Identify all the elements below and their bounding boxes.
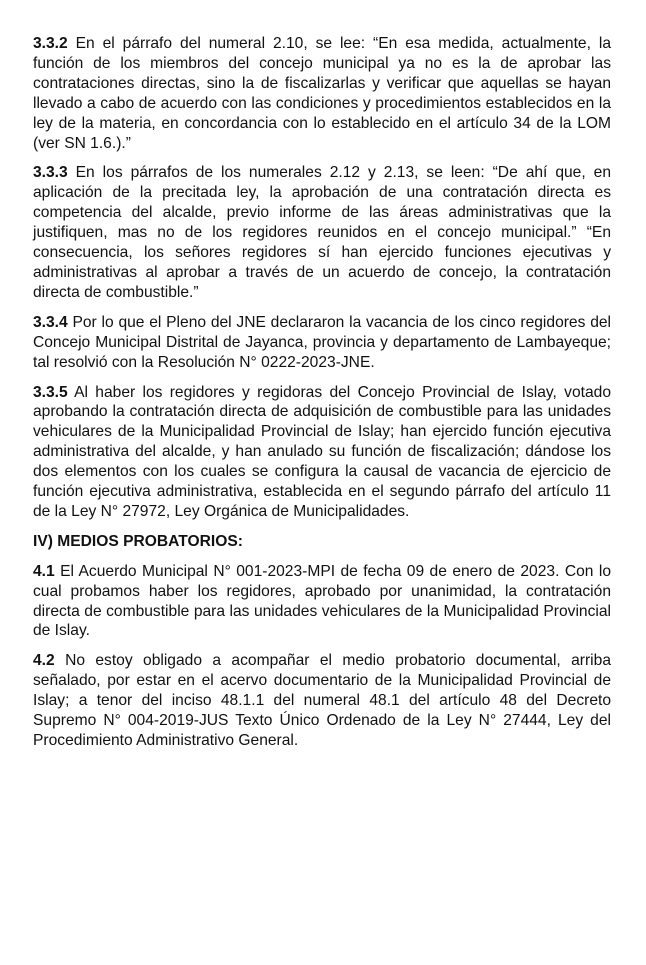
paragraph-text: En el párrafo del numeral 2.10, se lee: “En esa medida, actualmente, la función de los miembros del concejo municipal ya no es la de aprobar las contrataciones directas, sino la de fiscalizarlas y verificar que aquellas se hayan llevado a cabo de acuerdo con las condiciones y procedimientos establecidos en la ley de la materia, en concordancia con lo establecido en el artículo 34 de la LOM (ver SN 1.6.).” — [33, 35, 611, 152]
paragraph-number: 3.3.3 — [33, 164, 68, 182]
paragraph-text: Al haber los regidores y regidoras del Concejo Provincial de Islay, votado aprobando la contratación directa de adquisición de combustible para las unidades vehiculares de la Municipalidad Provincial de Islay; han ejercido función ejecutiva administrativa del alcalde, y han anulado su función de fiscalización; dándose los dos elementos con los cuales se configura la causal de vacancia de ejercicio de función ejecutiva administrativa, establecida en el segundo párrafo del artículo 11 de la Ley N° 27972, Ley Orgánica de Municipalidades. — [33, 383, 611, 520]
paragraph-3-3-2 — [33, 34, 611, 153]
paragraph-text: En los párrafos de los numerales 2.12 y 2.13, se leen: “De ahí que, en aplicación de la precitada ley, la aprobación de una contratación directa es competencia del alcalde, previo informe de las áreas administrativas que la justifiquen, mas no de los regidores reunidos en el concejo municipal.” “En consecuencia, los señores regidores sí han ejercido funciones ejecutivas y administrativas al aprobar a través de un acuerdo de concejo, la contratación directa de combustible.” — [33, 164, 611, 301]
paragraph-number: 4.2 — [33, 652, 55, 670]
paragraph-number: 4.1 — [33, 562, 55, 580]
paragraph-text: No estoy obligado a acompañar el medio probatorio documental, arriba señalado, por estar en el acervo documentario de la Municipalidad Provincial de Islay; a tenor del inciso 48.1.1 del numeral 48.1 del artículo 48 del Decreto Supremo N° 004-2019-JUS Texto Único Ordenado de la Ley N° 27444, Ley del Procedimiento Administrativo General. — [33, 652, 611, 749]
paragraph-3-3-4 — [33, 313, 611, 373]
paragraph-number: 3.3.2 — [33, 35, 68, 52]
paragraph-3-3-3 — [33, 163, 611, 302]
paragraph-number: 3.3.4 — [33, 313, 68, 331]
paragraph-4-2 — [33, 651, 611, 751]
paragraph-number: 3.3.5 — [33, 383, 68, 401]
paragraph-4-1 — [33, 562, 611, 642]
paragraph-text: El Acuerdo Municipal N° 001-2023-MPI de fecha 09 de enero de 2023. Con lo cual probamos haber los regidores, aprobado por unanimidad, la contratación directa de combustible para las unidades vehiculares de la Municipalidad Provincial de Islay. — [33, 562, 611, 640]
section-heading: IV) MEDIOS PROBATORIOS: — [33, 532, 243, 550]
paragraph-3-3-5 — [33, 383, 611, 522]
paragraph-text: Por lo que el Pleno del JNE declararon la vacancia de los cinco regidores del Concejo Municipal Distrital de Jayanca, provincia y departamento de Lambayeque; tal resolvió con la Resolución N° 0222-2023-JNE. — [33, 313, 611, 371]
document-page — [33, 34, 611, 761]
